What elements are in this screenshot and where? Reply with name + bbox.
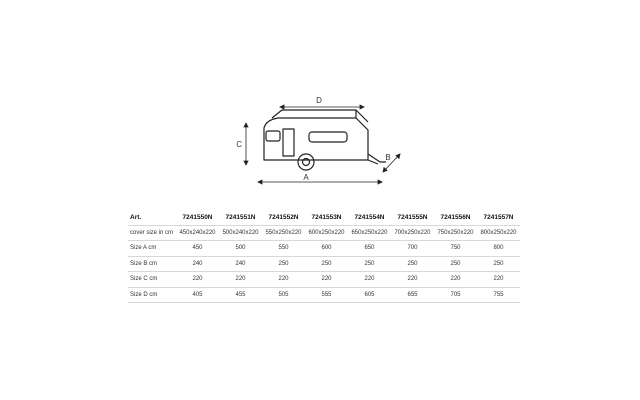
caravan-dimension-diagram (228, 92, 418, 192)
table-header-cell: 7241550N (176, 210, 219, 225)
table-header-cell: 7241554N (348, 210, 391, 225)
table-cell: 220 (176, 272, 219, 288)
caravan-wheel (298, 154, 314, 170)
table-header-row (128, 210, 520, 225)
table-cell: 405 (176, 287, 219, 303)
table-cell: 700 (391, 241, 434, 257)
table-header-cell: 7241556N (434, 210, 477, 225)
row-label: Size B cm (128, 256, 176, 272)
table-header-cell: 7241557N (477, 210, 520, 225)
table-cell: 500x240x220 (219, 225, 262, 241)
table-cell: 550 (262, 241, 305, 257)
table-cell: 220 (262, 272, 305, 288)
table-cell: 250 (262, 256, 305, 272)
dimension-d-arrow (280, 105, 364, 109)
table-row (128, 225, 520, 241)
table-header-cell: 7241555N (391, 210, 434, 225)
table-cell: 450x240x220 (176, 225, 219, 241)
table-cell: 455 (219, 287, 262, 303)
table-cell: 220 (477, 272, 520, 288)
row-label: Size D cm (128, 287, 176, 303)
dimension-c-arrow (244, 123, 248, 165)
table-cell: 450 (176, 241, 219, 257)
row-label: Size A cm (128, 241, 176, 257)
caravan-roof-line (272, 110, 368, 122)
table-header-cell: 7241551N (219, 210, 262, 225)
row-label: Size C cm (128, 272, 176, 288)
table-cell: 240 (219, 256, 262, 272)
table-header-cell: Art. (128, 210, 176, 225)
table-cell: 220 (305, 272, 348, 288)
table-header-cell: 7241553N (305, 210, 348, 225)
table-cell: 220 (348, 272, 391, 288)
table-cell: 555 (305, 287, 348, 303)
caravan-door (283, 129, 294, 156)
table-cell: 650 (348, 241, 391, 257)
table-cell: 800 (477, 241, 520, 257)
table-cell: 250 (305, 256, 348, 272)
table-cell: 220 (391, 272, 434, 288)
table-cell: 600x250x220 (305, 225, 348, 241)
dimension-c-label: C (236, 140, 242, 149)
table-cell: 755 (477, 287, 520, 303)
dimension-a-arrow (258, 180, 382, 184)
table-cell: 250 (391, 256, 434, 272)
table-row (128, 287, 520, 303)
table-cell: 705 (434, 287, 477, 303)
table-cell: 605 (348, 287, 391, 303)
dimension-a-label: A (303, 173, 309, 182)
table-cell: 600 (305, 241, 348, 257)
table-cell: 800x250x220 (477, 225, 520, 241)
size-table (128, 210, 520, 303)
table-cell: 220 (219, 272, 262, 288)
dimension-d-label: D (316, 96, 322, 105)
table-cell: 550x250x220 (262, 225, 305, 241)
table-cell: 700x250x220 (391, 225, 434, 241)
caravan-window-front (266, 131, 280, 141)
dimension-b-label: B (385, 153, 391, 162)
table-row (128, 241, 520, 257)
table-cell: 655 (391, 287, 434, 303)
table-cell: 500 (219, 241, 262, 257)
table-cell: 220 (434, 272, 477, 288)
table-cell: 750 (434, 241, 477, 257)
table-row (128, 256, 520, 272)
table-row (128, 272, 520, 288)
table-cell: 240 (176, 256, 219, 272)
table-cell: 650x250x220 (348, 225, 391, 241)
caravan-window-side (309, 132, 347, 142)
row-label: cover size in cm (128, 225, 176, 241)
table-cell: 250 (434, 256, 477, 272)
table-cell: 750x250x220 (434, 225, 477, 241)
table-header-cell: 7241552N (262, 210, 305, 225)
table-cell: 250 (348, 256, 391, 272)
table-cell: 505 (262, 287, 305, 303)
table-cell: 250 (477, 256, 520, 272)
